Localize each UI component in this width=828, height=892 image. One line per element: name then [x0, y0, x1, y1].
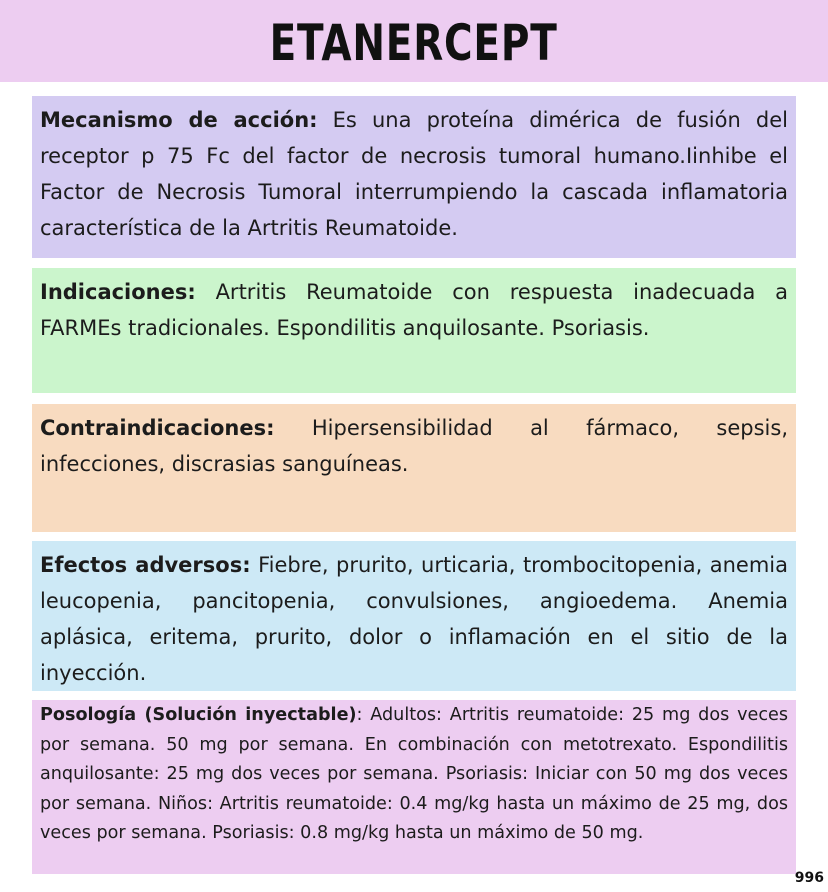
- page-number: 996: [794, 870, 824, 886]
- section-contraindicaciones-label: Contraindicaciones:: [40, 416, 275, 440]
- section-indicaciones: [32, 268, 796, 393]
- section-indicaciones-text: Artritis Reumatoide con respuesta inadecuada a FARMEs tradicionales. Espondilitis anquilosante. Psoriasis.: [40, 280, 788, 340]
- section-efectos-label: Efectos adversos:: [40, 553, 251, 577]
- section-contraindicaciones: [32, 404, 796, 532]
- section-posologia-text: : Adultos: Artritis reumatoide: 25 mg dos veces por semana. 50 mg por semana. En combinación con metotrexato. Espondilitis anquilosante: 25 mg dos veces por semana. Psoriasis: Iniciar con 50 mg dos veces por semana. Niños: Artritis reumatoide: 0.4 mg/kg hasta un máximo de 25 mg, dos veces por semana. Psoriasis: 0.8 mg/kg hasta un máximo de 50 mg.: [40, 705, 788, 843]
- section-efectos: [32, 541, 796, 691]
- section-indicaciones-label: Indicaciones:: [40, 280, 196, 304]
- section-mecanismo-text: Es una proteína dimérica de fusión del receptor p 75 Fc del factor de necrosis tumoral humano.Iinhibe el Factor de Necrosis Tumoral interrumpiendo la cascada inflamatoria característica de la Artritis Reumatoide.: [40, 108, 788, 240]
- page-title: ETANERCEPT: [270, 14, 558, 72]
- section-mecanismo: [32, 96, 796, 258]
- section-contraindicaciones-text: Hipersensibilidad al fármaco, sepsis, infecciones, discrasias sanguíneas.: [40, 416, 788, 476]
- section-posologia-label: Posología (Solución inyectable): [40, 705, 357, 725]
- section-posologia: [32, 700, 796, 874]
- section-efectos-text: Fiebre, prurito, urticaria, trombocitopenia, anemia leucopenia, pancitopenia, convulsiones, angioedema. Anemia aplásica, eritema, prurito, dolor o inflamación en el sitio de la inyección.: [40, 553, 788, 685]
- section-mecanismo-label: Mecanismo de acción:: [40, 108, 318, 132]
- title-banner: [0, 0, 828, 82]
